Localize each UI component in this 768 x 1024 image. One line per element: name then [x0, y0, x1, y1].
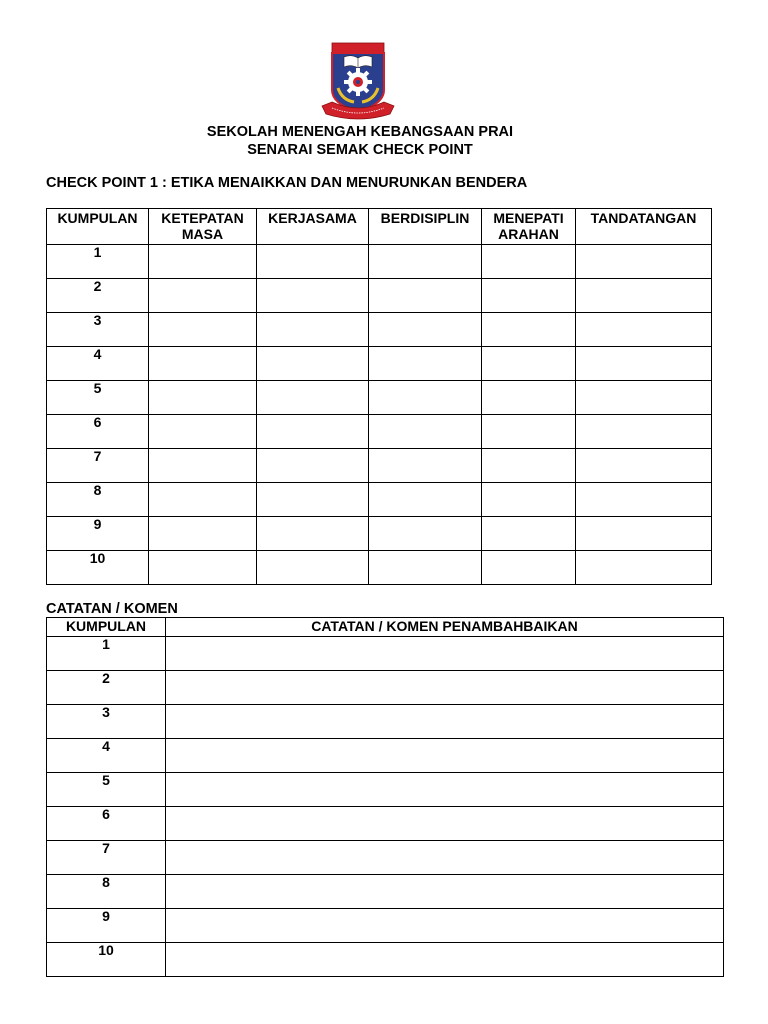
- blank-entry-cell[interactable]: [166, 841, 724, 875]
- blank-entry-cell[interactable]: [149, 517, 257, 551]
- blank-entry-cell[interactable]: [369, 483, 482, 517]
- column-header-catatan: CATATAN / KOMEN PENAMBAHBAIKAN: [166, 618, 724, 637]
- blank-entry-cell[interactable]: [482, 551, 576, 585]
- column-header-kerjasama: KERJASAMA: [257, 209, 369, 245]
- checkpoint-table: [46, 208, 712, 585]
- table-row: [47, 943, 724, 977]
- table-row: [47, 245, 712, 279]
- group-number: 1: [47, 245, 149, 279]
- blank-entry-cell[interactable]: [576, 245, 712, 279]
- group-number: 4: [47, 739, 166, 773]
- blank-entry-cell[interactable]: [166, 807, 724, 841]
- blank-entry-cell[interactable]: [369, 415, 482, 449]
- blank-entry-cell[interactable]: [482, 449, 576, 483]
- blank-entry-cell[interactable]: [482, 347, 576, 381]
- group-number: 5: [47, 381, 149, 415]
- blank-entry-cell[interactable]: [257, 415, 369, 449]
- group-number: 7: [47, 841, 166, 875]
- group-number: 7: [47, 449, 149, 483]
- blank-entry-cell[interactable]: [149, 313, 257, 347]
- blank-entry-cell[interactable]: [166, 739, 724, 773]
- blank-entry-cell[interactable]: [257, 551, 369, 585]
- blank-entry-cell[interactable]: [166, 909, 724, 943]
- blank-entry-cell[interactable]: [166, 671, 724, 705]
- blank-entry-cell[interactable]: [369, 449, 482, 483]
- blank-entry-cell[interactable]: [576, 517, 712, 551]
- blank-entry-cell[interactable]: [482, 381, 576, 415]
- blank-entry-cell[interactable]: [149, 483, 257, 517]
- blank-entry-cell[interactable]: [369, 279, 482, 313]
- school-name: SEKOLAH MENENGAH KEBANGSAAN PRAI: [206, 124, 514, 140]
- checkpoint-title: CHECK POINT 1 : ETIKA MENAIKKAN DAN MENURUNKAN BENDERA: [46, 175, 528, 191]
- blank-entry-cell[interactable]: [166, 637, 724, 671]
- blank-entry-cell[interactable]: [576, 347, 712, 381]
- table-row: [47, 637, 724, 671]
- table-header-row: [47, 209, 712, 245]
- blank-entry-cell[interactable]: [166, 773, 724, 807]
- table-row: [47, 449, 712, 483]
- blank-entry-cell[interactable]: [369, 551, 482, 585]
- blank-entry-cell[interactable]: [482, 313, 576, 347]
- blank-entry-cell[interactable]: [149, 347, 257, 381]
- column-header-kumpulan: KUMPULAN: [47, 209, 149, 245]
- notes-title: CATATAN / KOMEN: [46, 601, 178, 617]
- group-number: 8: [47, 875, 166, 909]
- group-number: 2: [47, 279, 149, 313]
- blank-entry-cell[interactable]: [369, 347, 482, 381]
- blank-entry-cell[interactable]: [257, 449, 369, 483]
- group-number: 10: [47, 943, 166, 977]
- group-number: 4: [47, 347, 149, 381]
- column-header-ketepatan-masa: KETEPATAN MASA: [149, 209, 257, 245]
- table-row: [47, 875, 724, 909]
- group-number: 6: [47, 807, 166, 841]
- blank-entry-cell[interactable]: [257, 245, 369, 279]
- table-row: [47, 841, 724, 875]
- group-number: 1: [47, 637, 166, 671]
- blank-entry-cell[interactable]: [149, 551, 257, 585]
- blank-entry-cell[interactable]: [257, 313, 369, 347]
- school-crest-icon: [318, 40, 398, 122]
- group-number: 8: [47, 483, 149, 517]
- blank-entry-cell[interactable]: [482, 415, 576, 449]
- table-row: [47, 415, 712, 449]
- blank-entry-cell[interactable]: [482, 483, 576, 517]
- blank-entry-cell[interactable]: [576, 313, 712, 347]
- blank-entry-cell[interactable]: [576, 449, 712, 483]
- group-number: 3: [47, 705, 166, 739]
- group-number: 5: [47, 773, 166, 807]
- group-number: 9: [47, 517, 149, 551]
- blank-entry-cell[interactable]: [149, 449, 257, 483]
- blank-entry-cell[interactable]: [482, 279, 576, 313]
- blank-entry-cell[interactable]: [149, 415, 257, 449]
- group-number: 9: [47, 909, 166, 943]
- blank-entry-cell[interactable]: [257, 381, 369, 415]
- column-header-tandatangan: TANDATANGAN: [576, 209, 712, 245]
- document-subtitle: SENARAI SEMAK CHECK POINT: [247, 142, 473, 158]
- blank-entry-cell[interactable]: [576, 483, 712, 517]
- blank-entry-cell[interactable]: [576, 551, 712, 585]
- blank-entry-cell[interactable]: [369, 517, 482, 551]
- blank-entry-cell[interactable]: [369, 381, 482, 415]
- table-row: [47, 313, 712, 347]
- group-number: 3: [47, 313, 149, 347]
- blank-entry-cell[interactable]: [369, 245, 482, 279]
- group-number: 6: [47, 415, 149, 449]
- blank-entry-cell[interactable]: [257, 279, 369, 313]
- table-row: [47, 807, 724, 841]
- blank-entry-cell[interactable]: [576, 381, 712, 415]
- table-row: [47, 773, 724, 807]
- table-row: [47, 483, 712, 517]
- notes-table: [46, 617, 724, 977]
- table-row: [47, 279, 712, 313]
- group-number: 10: [47, 551, 149, 585]
- blank-entry-cell[interactable]: [149, 381, 257, 415]
- blank-entry-cell[interactable]: [369, 313, 482, 347]
- blank-entry-cell[interactable]: [166, 943, 724, 977]
- table-row: [47, 671, 724, 705]
- table-row: [47, 551, 712, 585]
- column-header-menepati-arahan: MENEPATI ARAHAN: [482, 209, 576, 245]
- blank-entry-cell[interactable]: [482, 245, 576, 279]
- blank-entry-cell[interactable]: [166, 875, 724, 909]
- group-number: 2: [47, 671, 166, 705]
- table-row: [47, 381, 712, 415]
- table-row: [47, 909, 724, 943]
- table-row: [47, 347, 712, 381]
- blank-entry-cell[interactable]: [257, 517, 369, 551]
- table-row: [47, 739, 724, 773]
- blank-entry-cell[interactable]: [257, 347, 369, 381]
- table-header-row: [47, 618, 724, 637]
- column-header-berdisiplin: BERDISIPLIN: [369, 209, 482, 245]
- blank-entry-cell[interactable]: [257, 483, 369, 517]
- blank-entry-cell[interactable]: [149, 279, 257, 313]
- blank-entry-cell[interactable]: [576, 415, 712, 449]
- blank-entry-cell[interactable]: [166, 705, 724, 739]
- blank-entry-cell[interactable]: [482, 517, 576, 551]
- table-row: [47, 705, 724, 739]
- blank-entry-cell[interactable]: [576, 279, 712, 313]
- column-header-kumpulan: KUMPULAN: [47, 618, 166, 637]
- table-row: [47, 517, 712, 551]
- blank-entry-cell[interactable]: [149, 245, 257, 279]
